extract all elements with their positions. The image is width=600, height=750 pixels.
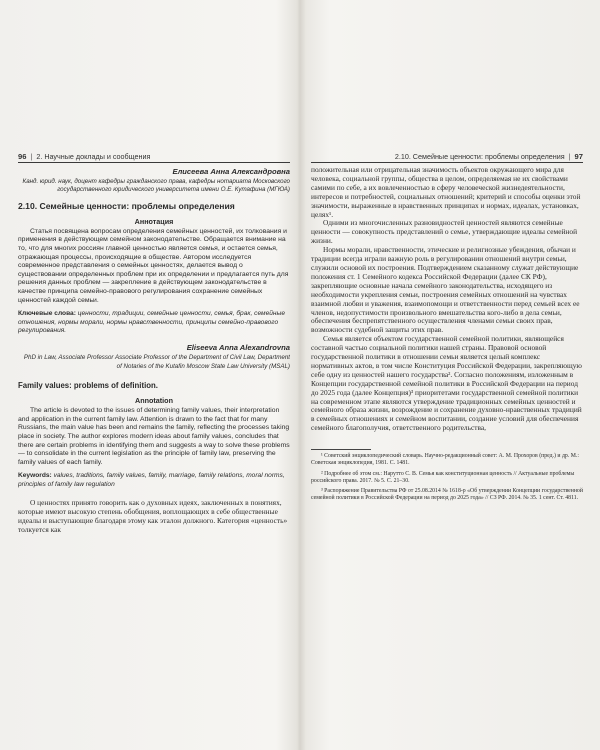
body-paragraph: Нормы морали, нравственности, этические и религиозные убеждения, обычаи и традиции всегда играли важную роль в регулировании отношений внутри семьи, служили основой их построения. Подтверждением сказанному служат действующие положения ст. 1 Семейного кодекса Российской Федерации (далее СК РФ), закрепляющие основные начала семейного законодательства, исходящего из необходимости укрепления семьи, построения семейных отношений на чувствах взаимной любви и уважения, взаимопомощи и ответственности перед семьей всех ее членов, недопустимости произвольного вмешательства кого-либо в дела семьи, обеспечения беспрепятственного осуществления членами семьи своих прав, возможности судебной защиты этих прав. [311,245,580,335]
body-paragraph: Семья является объектом государственной семейной политики, являющейся составной частью социальной политики нашей страны. Правовой основой государственной политики в отношении семьи является целый комплекс нормативных актов, в том числе Конституция Российской Федерации, закрепляющую себе одну из ценностей нашего государства². Согласно положениям, изложенным в Концепции государственной семейной политики в Российской Федерации на период до 2025 года (далее Концепция)³ приоритетами государственной семейной политики на современном этапе являются утверждение традиционных семейных ценностей и семейного образа жизни, возрождение и сохранение духовно-нравственных традиций в семейных отношениях и семейном воспитании, создание условий для обеспечения семейного благополучия, ответственного родительства, [311,334,582,433]
header-separator: | [568,151,571,161]
page-number: 97 [574,151,583,161]
author-affiliation-en: PhD in Law, Associate Professor Associate Professor of the Department of Civil Law, Department of Notaries of the Kutafin Moscow State Law University (MSAL) [23,354,290,370]
author-name-ru: Елисеева Анна Александровна [172,167,290,176]
keywords-list-en: values, traditions, family values, family, marriage, family relations, moral norms, principles of family law regulation [18,472,285,488]
author-name-en: Eliseeva Anna Alexandrovna [186,343,290,353]
header-separator: | [30,151,33,161]
page-number: 96 [18,151,27,161]
keywords-label-en: Keywords: [18,472,52,480]
keywords-en [18,472,290,489]
keywords-ru [18,310,290,335]
annotation-heading-en: Annotation [135,396,173,406]
running-head-text: 2. Научные доклады и сообщения [36,151,151,161]
keywords-list-ru: ценности, традиции, семейные ценности, семья, брак, семейные отношения, нормы морали, нормы нравственности, принципы семейно-правового регулирования. [18,310,286,334]
footnote: ³ Распоряжение Правительства РФ от 25.08.2014 № 1618-р «Об утверждении Концепции государственной семейной политики в Российской Федерации на период до 2025 года» // СЗ РФ. 2014. № 35. 1 сент. Ст. 4811. [311,488,583,502]
right-page [311,150,583,710]
running-header-right [311,150,583,163]
body-paragraph: положительная или отрицательная значимость объектов окружающего мира для человека, социальной группы, общества в целом, определяемая не их свойствами самими по себе, а их вовлеченностью в сферу человеческой жизнедеятельности, интересов и потребностей, социальных отношений; критерий и способы оценки этой значимости, выраженные в нравственных принципах и нормах, идеалах, установках, целях¹. [311,165,581,219]
body-paragraph: О ценностях принято говорить как о духовных идеях, заключенных в понятиях, которые имеют высокую степень обобщения, воплощающих в себе общественные идеалы и выступающие благодаря этому как эталон должного. Категория «ценность» толкуется как [18,498,288,534]
annotation-text-ru: Статья посвящена вопросам определения семейных ценностей, их толкования и применения в действующем семейном законодательстве. Обращается внимание на то, что для многих россиян главной ценностью является семья, и остается семья, отражающая процессы, происходящие в обществе. Автором исследуется современное представления о семейных ценностях, делается вывод о существовании определенных проблем при их определении и предлагается путь для решения данных проблем — закрепление в действующем законодательстве в качестве принципа семейно-правового регулирования сохранение семейных ценностей каждой семьи. [18,227,289,304]
footnote-rule [311,449,371,450]
footnote: ² Подробнее об этом см.: Нарутто С. В. Семья как конституционная ценность // Актуальные проблемы российского права. 2017. № 5. С. 21–30. [311,470,575,484]
author-affiliation-ru: Канд. юрид. наук, доцент кафедры гражданского права, кафедры нотариата Московского государственного юридического университета имени О.Е. Кутафина (МГЮА) [22,178,290,194]
section-title-en: Family values: problems of definition. [18,381,158,391]
left-page [18,150,290,710]
annotation-text-en: The article is devoted to the issues of determining family values, their interpretation and application in the current family law. Attention is drawn to the fact that for many Russians, the main value has been and remains the family, reflecting the processes taking place in society. The author explores modern ideas about family values, concludes that there are certain problems in identifying them and suggests a way to solve these problems — to consolidate in the current legislation as the principle of family law, preserving the family values of each family. [18,407,290,466]
footnote: ¹ Советский энциклопедический словарь. Научно-редакционный совет: А. М. Прохоров (пред.) и др. М.: Советская энциклопедия, 1981. С. 1481. [311,453,579,467]
body-paragraph: Одними из многочисленных разновидностей ценностей являются семейные ценности — совокупность представлений о семье, утверждающие идеалы семейной жизни. [311,218,578,246]
annotation-heading-ru: Аннотация [134,216,174,226]
running-head-text: 2.10. Семейные ценности: проблемы определения [394,151,565,161]
running-header-left [18,150,290,163]
keywords-label-ru: Ключевые слова: [18,310,76,318]
section-title-ru: 2.10. Семейные ценности: проблемы определения [18,200,235,211]
